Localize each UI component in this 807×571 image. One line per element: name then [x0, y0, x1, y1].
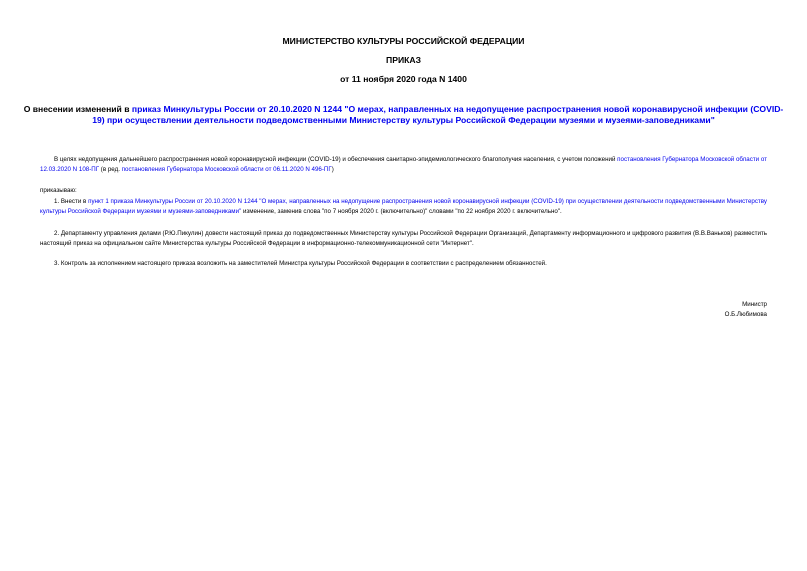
preamble-link-resolution-496[interactable]: постановления Губернатора Московской области от 06.11.2020 N 496-ПГ [121, 166, 332, 173]
item-1-paragraph [40, 197, 767, 217]
preamble-text-3: ) [331, 166, 334, 173]
document-title [20, 104, 787, 126]
item-3-text: 3. Контроль за исполнением настоящего приказа возложить на заместителей Министра культуры Российской Федерации в соответствии с распределением обязанностей. [54, 260, 547, 267]
signature-position: Министр [742, 301, 767, 308]
document-type-heading: ПРИКАЗ [386, 55, 421, 65]
signature-name: О.Б.Любимова [724, 311, 767, 318]
title-order-link[interactable]: приказ Минкультуры России от 20.10.2020 N 1244 "О мерах, направленных на недопущение распространения новой коронавирусной инфекции (COVID-19) при осуществлении деятельности подведомственными Министерству культуры Российской Федерации музеями и музеями-заповедниками" [92, 104, 784, 125]
order-word: приказываю: [40, 187, 77, 194]
preamble-link-resolution-108[interactable]: постановления Губернатора Московской области от 12.03.2020 N 108-ПГ [40, 156, 767, 173]
item-1-link[interactable]: пункт 1 приказа Минкультуры России от 20.10.2020 N 1244 "О мерах, направленных на недопущение распространения новой коронавирусной инфекции (COVID-19) при осуществлении деятельности подведомственными Министерству культуры Российской Федерации музеями и музеями-заповедниками" [40, 198, 767, 215]
ministry-heading: МИНИСТЕРСТВО КУЛЬТУРЫ РОССИЙСКОЙ ФЕДЕРАЦИИ [282, 36, 525, 46]
item-3-paragraph [40, 259, 767, 269]
preamble-text-1: В целях недопущения дальнейшего распространения новой коронавирусной инфекции (COVID-19) и обеспечения санитарно-эпидемиологического благополучия населения, с учетом положений [54, 156, 618, 163]
item-2-paragraph [40, 229, 767, 249]
item-2-text: 2. Департаменту управления делами (Р.Ю.Пикулин) довести настоящий приказ до подведомственных Министерству культуры Российской Федерации Организаций, Департаменту информационного и цифрового развития (В.В.Ваньков) разместить настоящий приказ на официальном сайте Министерства культуры Российской Федерации в информационно-телекоммуникационной сети "Интернет". [40, 230, 767, 247]
item-1-suffix: изменение, заменив слова "по 7 ноября 2020 г. (включительно)" словами "по 22 ноября 2020 г. включительно". [241, 208, 562, 215]
preamble-text-2: (в ред. [99, 166, 122, 173]
date-number-heading: от 11 ноября 2020 года N 1400 [340, 74, 467, 84]
title-prefix: О внесении изменений в [23, 104, 132, 114]
preamble-paragraph [40, 155, 767, 175]
item-1-prefix: 1. Внести в [54, 198, 89, 205]
